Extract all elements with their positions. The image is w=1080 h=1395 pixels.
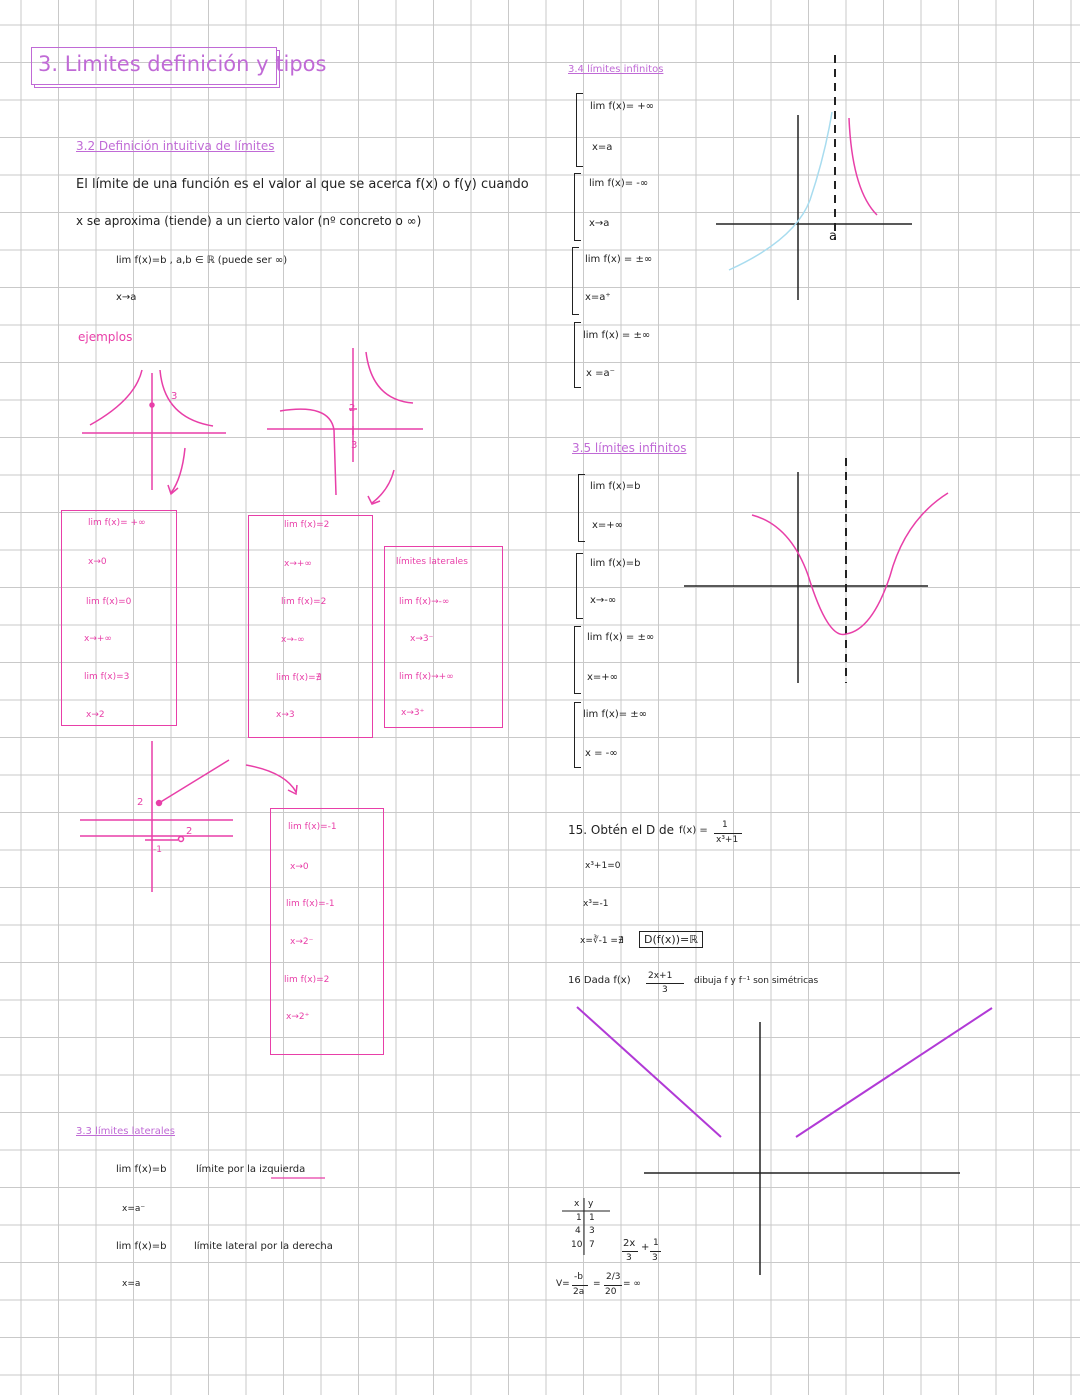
infinite-limit-line: x=a⁺ bbox=[585, 292, 611, 303]
box1-line: x→2 bbox=[86, 710, 105, 720]
ex16-text: 16 Dada f(x) bbox=[568, 975, 631, 986]
definition-formula-top: lim f(x)=b , a,b ∈ ℝ (puede ser ∞) bbox=[116, 255, 288, 266]
asymptote-label: a bbox=[829, 229, 837, 244]
box1-line: x→0 bbox=[88, 557, 107, 567]
graph2 bbox=[267, 348, 423, 504]
function-graph bbox=[577, 1007, 992, 1275]
vertex-num2: 2/3 bbox=[606, 1272, 621, 1282]
box4-line: lim f(x)=-1 bbox=[286, 899, 335, 909]
box4-line: x→0 bbox=[290, 862, 309, 872]
ex15-den: x³+1 bbox=[716, 835, 739, 845]
table-cell: 1 bbox=[576, 1213, 582, 1223]
infinity-limit-line: x=+∞ bbox=[592, 520, 624, 531]
examples-label: ejemplos bbox=[78, 330, 133, 344]
infinity-limit-line: x→-∞ bbox=[590, 595, 617, 606]
ex15-fx: f(x) = bbox=[679, 825, 708, 836]
ex16-desc: dibuja f y f⁻¹ son simétricas bbox=[694, 976, 819, 986]
fraction-plus: + bbox=[641, 1242, 650, 1253]
infinity-limit-line: lim f(x)=b bbox=[590, 558, 641, 569]
table-cell: 3 bbox=[589, 1226, 595, 1236]
graph2-label-2: 2 bbox=[349, 403, 356, 414]
infinite-limit-line: x =a⁻ bbox=[586, 368, 615, 379]
vertex-den: 2a bbox=[573, 1287, 585, 1297]
box2-line: x→-∞ bbox=[281, 635, 305, 645]
fraction-b-den: 3 bbox=[652, 1253, 658, 1263]
value-table-lines bbox=[562, 1198, 610, 1255]
ex15-result: D(f(x))=ℝ bbox=[639, 931, 703, 948]
infinite-limit-line: lim f(x)= +∞ bbox=[590, 101, 654, 112]
ex15-step1: x³+1=0 bbox=[585, 861, 621, 871]
box3-line: x→3⁻ bbox=[410, 634, 434, 644]
infinite-limit-line: x→a bbox=[589, 218, 610, 229]
table-cell: 7 bbox=[589, 1240, 595, 1250]
infinity-limit-line: lim f(x)= ±∞ bbox=[583, 709, 647, 720]
lateral-right-desc: límite lateral por la derecha bbox=[194, 1241, 333, 1252]
box1-line: lim f(x)=0 bbox=[86, 597, 132, 607]
infinity-limit-line: x = -∞ bbox=[585, 748, 618, 759]
infinite-limit-line: x=a bbox=[592, 142, 613, 153]
vertex-eq: = bbox=[593, 1279, 601, 1289]
vertex-label: V= bbox=[556, 1279, 570, 1289]
section-3-3-heading: 3.3 límites laterales bbox=[76, 1126, 175, 1137]
definition-line-1: El límite de una función es el valor al que se acerca f(x) o f(y) cuando bbox=[76, 177, 529, 192]
ex15-num: 1 bbox=[722, 820, 728, 830]
infinite-limit-line: lim f(x) = ±∞ bbox=[583, 330, 651, 341]
infinite-limit-graph bbox=[716, 55, 912, 300]
graph2-label-3: 3 bbox=[351, 440, 358, 451]
box4-line: lim f(x)=2 bbox=[284, 975, 330, 985]
box2-line: x→3 bbox=[276, 710, 295, 720]
lateral-left-formula: lim f(x)=b bbox=[116, 1164, 167, 1175]
box1-line: lim f(x)=3 bbox=[84, 672, 130, 682]
box3-line: límites laterales bbox=[396, 557, 468, 567]
graph3 bbox=[80, 741, 297, 892]
ex16-den: 3 bbox=[662, 985, 668, 995]
infinity-limit-graph bbox=[684, 458, 948, 683]
graph3-label-minus1: -1 bbox=[153, 845, 162, 855]
vertex-den2: 20 bbox=[605, 1287, 617, 1297]
fraction-a-den: 3 bbox=[626, 1253, 632, 1263]
lateral-right-formula: lim f(x)=b bbox=[116, 1241, 167, 1252]
box2-line: lim f(x)=∄ bbox=[276, 673, 322, 683]
infinity-limit-line: lim f(x) = ±∞ bbox=[587, 632, 655, 643]
vertex-num: -b bbox=[574, 1272, 583, 1282]
table-cell: 4 bbox=[575, 1226, 581, 1236]
definition-line-2: x se aproxima (tiende) a un cierto valor (nº concreto o ∞) bbox=[76, 214, 422, 228]
section-3-5-heading: 3.5 límites infinitos bbox=[572, 441, 687, 455]
graph3-label-2b: 2 bbox=[186, 826, 193, 837]
definition-formula-bottom: x→a bbox=[116, 292, 137, 303]
box2-line: lim f(x)=2 bbox=[284, 520, 330, 530]
page-title-text: 3. Limites definición y tipos bbox=[38, 52, 327, 76]
lateral-left-limit: x=a⁻ bbox=[122, 1204, 146, 1214]
infinite-limit-line: lim f(x) = ±∞ bbox=[585, 254, 653, 265]
box4-line: x→2⁻ bbox=[290, 937, 314, 947]
lateral-right-limit: x=a bbox=[122, 1279, 141, 1289]
table-head-x: x bbox=[574, 1199, 580, 1209]
ex15-step2: x³=-1 bbox=[583, 899, 609, 909]
table-cell: 1 bbox=[589, 1213, 595, 1223]
graph1 bbox=[82, 370, 226, 494]
fraction-b-num: 1 bbox=[653, 1238, 659, 1248]
infinity-limit-line: x=+∞ bbox=[587, 672, 619, 683]
box2-line: lim f(x)=2 bbox=[281, 597, 327, 607]
section-3-2-heading: 3.2 Definición intuitiva de límites bbox=[76, 139, 275, 153]
table-head-y: y bbox=[588, 1199, 594, 1209]
ex15-step3: x=∛-1 =∄ bbox=[580, 936, 624, 946]
fraction-a-num: 2x bbox=[623, 1238, 636, 1249]
ex15-text: 15. Obtén el D de bbox=[568, 823, 675, 837]
table-cell: 10 bbox=[571, 1240, 583, 1250]
box3-line: lim f(x)→+∞ bbox=[399, 672, 454, 682]
section-3-4-heading: 3.4 límites infinitos bbox=[568, 64, 664, 75]
box1-line: x→+∞ bbox=[84, 634, 112, 644]
graph1-label: 3 bbox=[171, 391, 178, 402]
box4-line: lim f(x)=-1 bbox=[288, 822, 337, 832]
vertex-result: = ∞ bbox=[623, 1279, 641, 1289]
graph3-label-2: 2 bbox=[137, 797, 144, 808]
lateral-left-desc: límite por la izquierda bbox=[196, 1164, 306, 1175]
infinite-limit-line: lim f(x)= -∞ bbox=[589, 178, 649, 189]
box1-line: lim f(x)= +∞ bbox=[88, 518, 146, 528]
box2-line: x→+∞ bbox=[284, 559, 312, 569]
infinity-limit-line: lim f(x)=b bbox=[590, 481, 641, 492]
box3-line: lim f(x)→-∞ bbox=[399, 597, 450, 607]
box3-line: x→3⁺ bbox=[401, 708, 425, 718]
ex16-num: 2x+1 bbox=[648, 971, 673, 981]
box4-line: x→2⁺ bbox=[286, 1012, 310, 1022]
